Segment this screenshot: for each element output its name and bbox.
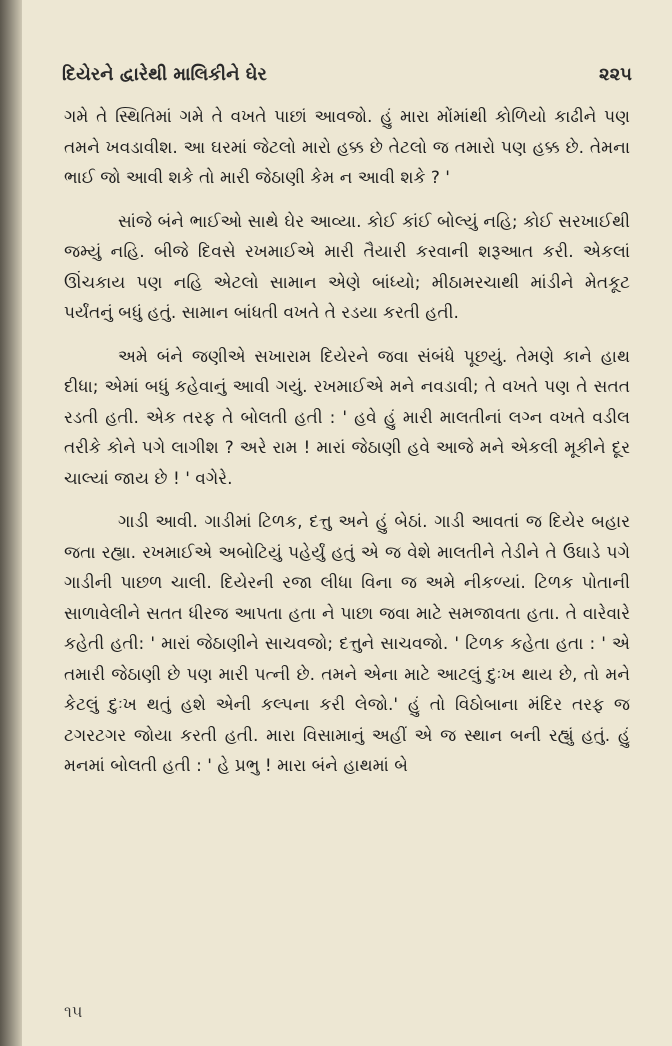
page-number: ૨૨૫ [599,63,632,85]
signature-mark: ૧૫ [64,1002,83,1021]
paragraph-2: સાંજે બંને ભાઈઓ સાથે ઘેર આવ્યા. કોઈ કાંઈ બોલ્યું નહિ; કોઈ સરખાઈથી જમ્યું નહિ. બીજે દિવસે રખમાઈએ મારી તૈયારી કરવાની શરૂઆત કરી. એકલાં ઊંચકાય પણ નહિ એટલો સામાન એણે બાંધ્યો; મીઠામરચાથી માંડીને મેતકૂટ પર્યંતનું બધું હતું. સામાન બાંધતી વખતે તે રડયા કરતી હતી. [64,211,630,323]
paragraph-4: ગાડી આવી. ગાડીમાં ટિળક, દત્તુ અને હું બેઠાં. ગાડી આવતાં જ દિયેર બહાર જતા રહ્યા. રખમાઈએ અબોટિયું પહેર્યું હતું એ જ વેશે માલતીને તેડીને તે ઉઘાડે પગે ગાડીની પાછળ ચાલી. દિયેરની રજા લીધા વિના જ અમે નીકળ્યાં. ટિળક પોતાની સાળાવેલીને સતત ધીરજ આપતા હતા ને પાછા જવા માટે સમજાવતા હતા. તે વારેવારે કહેતી હતી: ' મારાં જેઠાણીને સાચવજો; દત્તુને સાચવજો. ' ટિળક કહેતા હતા : ' એ તમારી જેઠાણી છે પણ મારી પત્ની છે. તમને એના માટે આટલું દુઃખ થાય છે, તો મને કેટલું દુઃખ થતું હશે એની કલ્પના કરી લેજો.' હું તો વિઠોબાના મંદિર તરફ જ ટગરટગર જોયા કરતી હતી. મારા વિસામાનું અહીં એ જ સ્થાન બની રહ્યું હતું. હું મનમાં બોલતી હતી : ' હે પ્રભુ ! મારા બંને હાથમાં બે [64,512,630,776]
paragraph-1: ગમે તે સ્થિતિમાં ગમે તે વખતે પાછાં આવજો. હું મારા મોંમાંથી કોળિયો કાઢીને પણ તમને ખવડાવીશ. આ ઘરમાં જેટલો મારો હક્ક છે તેટલો જ તમારો પણ હક્ક છે. તેમના ભાઈ જો આવી શકે તો મારી જેઠાણી કેમ ન આવી શકે ? ' [64,107,630,188]
page-body [64,102,630,795]
running-title: દિયેરને દ્વારેથી માલિકીને ઘેર [62,63,267,85]
running-header [62,60,632,88]
paragraph-3: અમે બંને જણીએ સખારામ દિયેરને જવા સંબંધે પૂછયું. તેમણે કાને હાથ દીધા; એમાં બધું કહેવાનું આવી ગયું. રખમાઈએ મને નવડાવી; તે વખતે પણ તે સતત રડતી હતી. એક તરફ તે બોલતી હતી : ' હવે હું મારી માલતીનાં લગ્ન વખતે વડીલ તરીકે કોને પગે લાગીશ ? અરે રામ ! મારાં જેઠાણી હવે આજે મને એકલી મૂકીને દૂર ચાલ્યાં જાય છે ! ' વગેરે. [64,346,630,489]
